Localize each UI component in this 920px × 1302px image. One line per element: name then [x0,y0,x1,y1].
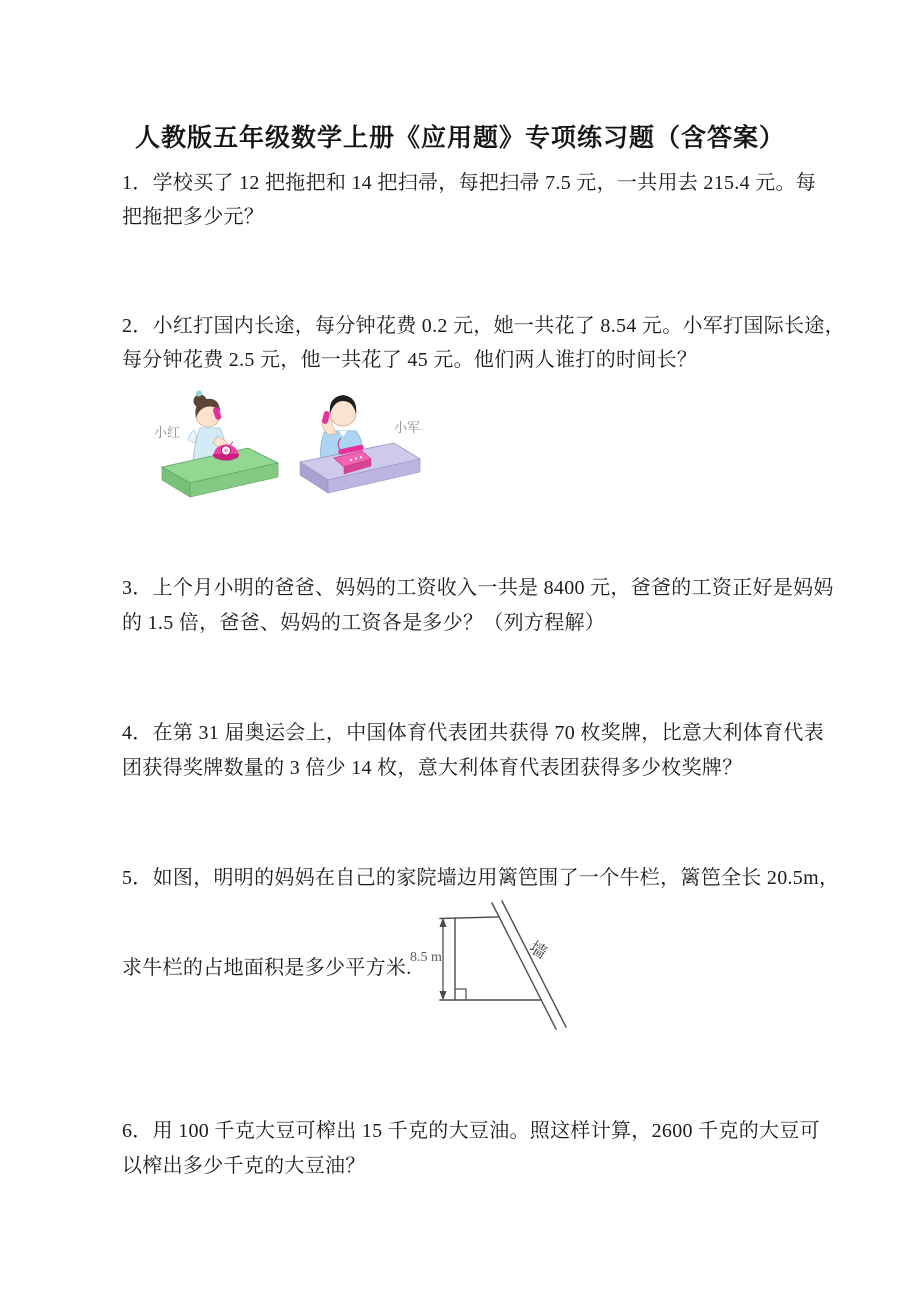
question-1-line-1: 1．学校买了 12 把拖把和 14 把扫帚，每把扫帚 7.5 元，一共用去 215.4 元。每 [122,172,817,194]
boy-name-label: 小军 [394,420,421,435]
question-3-line-1: 3．上个月小明的爸爸、妈妈的工资收入一共是 8400 元，爸爸的工资正好是妈妈 [122,577,834,599]
question-2-line-1: 2．小红打国内长途，每分钟花费 0.2 元，她一共花了 8.54 元。小军打国际长途， [122,315,845,337]
wall-lines [492,901,566,1029]
height-dimension-label: 8.5 m [410,950,442,965]
question-2-line-2: 每分钟花费 2.5 元，他一共花了 45 元。他们两人谁打的时间长？ [122,349,698,371]
phone-call-illustration [148,386,440,506]
cattle-pen-figure [395,893,580,1038]
girl-scene [154,391,278,498]
pen-outline [440,917,540,1000]
page-title: 人教版五年级数学上册《应用题》专项练习题（含答案） [134,125,785,152]
question-6-line-2: 以榨出多少千克的大豆油？ [122,1155,366,1177]
question-3-line-2: 的 1.5 倍，爸爸、妈妈的工资各是多少？（列方程解） [122,612,606,634]
question-1-line-2: 把拖把多少元？ [122,206,265,228]
boy-scene [300,395,420,493]
question-5-line-1: 5．如图，明明的妈妈在自己的家院墙边用篱笆围了一个牛栏，篱笆全长 20.5m， [122,867,840,889]
question-6-line-1: 6．用 100 千克大豆可榨出 15 千克的大豆油。照这样计算，2600 千克的大豆可 [122,1120,820,1142]
wall-label: 墙 [525,937,551,963]
girl-name-label: 小红 [154,425,181,440]
question-4-line-2: 团获得奖牌数量的 3 倍少 14 枚，意大利体育代表团获得多少枚奖牌？ [122,757,743,779]
right-angle-marker [455,989,466,1000]
question-4-line-1: 4．在第 31 届奥运会上，中国体育代表团共获得 70 枚奖牌，比意大利体育代表 [122,722,824,744]
question-5-line-2: 求牛栏的占地面积是多少平方米. [122,957,412,979]
